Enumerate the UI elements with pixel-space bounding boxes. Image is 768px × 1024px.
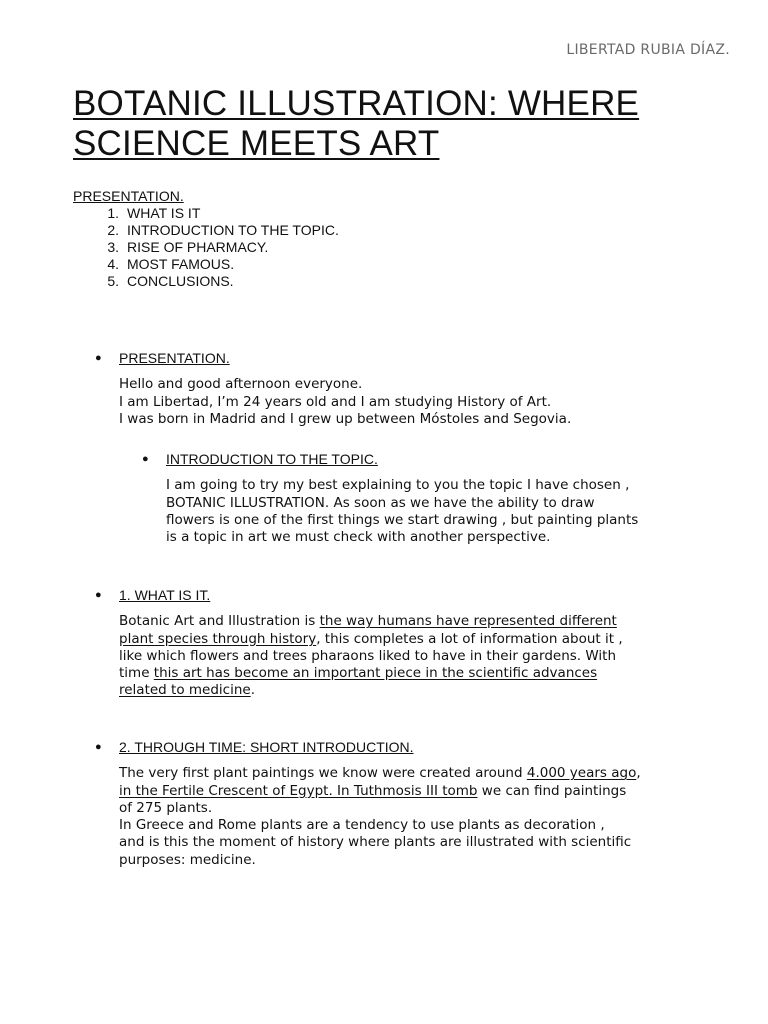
section-heading-text: INTRODUCTION TO THE TOPIC. xyxy=(166,451,378,467)
toc-item xyxy=(73,273,339,290)
bullet-icon: ● xyxy=(95,352,102,364)
body-line: I was born in Madrid and I grew up between Móstoles and Segovia. xyxy=(119,410,572,427)
body-line: of 275 plants. xyxy=(119,799,213,816)
toc-heading: PRESENTATION. xyxy=(73,188,184,204)
underlined-text: in the Fertile Crescent of Egypt. In Tuthmosis III tomb xyxy=(119,782,478,799)
underlined-text: related to medicine xyxy=(119,682,251,699)
body-line xyxy=(119,665,699,682)
author-name: LIBERTAD RUBIA DÍAZ. xyxy=(566,42,730,58)
body-line: is a topic in art we must check with another perspective. xyxy=(166,529,551,546)
section-heading-text: 2. THROUGH TIME: SHORT INTRODUCTION. xyxy=(119,739,414,755)
body-line: and is this the moment of history where plants are illustrated with scientific xyxy=(119,834,632,851)
toc-item-text: RISE OF PHARMACY. xyxy=(127,239,269,255)
body-line: Hello and good afternoon everyone. xyxy=(119,376,363,393)
section-heading-text: PRESENTATION. xyxy=(119,350,230,366)
text-run: , this completes a lot of information about it , xyxy=(316,630,623,647)
body-line xyxy=(119,613,699,630)
toc-item xyxy=(73,256,339,273)
text-run: . xyxy=(250,682,255,699)
underlined-text: 4.000 years ago xyxy=(526,765,637,782)
section-heading xyxy=(142,451,726,468)
section-introduction xyxy=(142,451,726,546)
underlined-text: plant species through history xyxy=(119,630,317,647)
bullet-icon: ● xyxy=(95,741,102,753)
toc-item xyxy=(73,239,339,256)
section-body xyxy=(119,613,699,699)
toc-item-number: 4. xyxy=(107,256,119,272)
title-line-1: BOTANIC ILLUSTRATION: WHERE xyxy=(73,84,640,123)
toc-item-text: INTRODUCTION TO THE TOPIC. xyxy=(127,222,339,238)
text-run: time xyxy=(119,665,154,682)
body-line: like which flowers and trees pharaons liked to have in their gardens. With xyxy=(119,647,617,664)
toc-item-text: CONCLUSIONS. xyxy=(127,273,234,289)
toc-item xyxy=(73,222,339,239)
body-line xyxy=(119,631,699,648)
section-through-time xyxy=(95,739,709,869)
section-heading xyxy=(95,739,709,756)
section-body xyxy=(119,376,679,428)
section-body xyxy=(119,765,709,869)
toc-list xyxy=(73,205,339,290)
body-line: I am going to try my best explaining to you the topic I have chosen , xyxy=(166,477,630,494)
body-line xyxy=(119,682,699,699)
toc-item-number: 5. xyxy=(107,273,119,289)
body-line: In Greece and Rome plants are a tendency to use plants as decoration , xyxy=(119,817,605,834)
title-line-2: SCIENCE MEETS ART xyxy=(73,124,440,163)
body-line xyxy=(119,765,709,782)
toc-item xyxy=(73,205,339,222)
body-line: BOTANIC ILLUSTRATION. As soon as we have the ability to draw xyxy=(166,494,595,511)
underlined-text: the way humans have represented different xyxy=(319,613,617,630)
underlined-text: this art has become an important piece in the scientific advances xyxy=(153,665,598,682)
text-run: Botanic Art and Illustration is xyxy=(119,613,320,630)
section-heading xyxy=(95,587,699,604)
table-of-contents xyxy=(73,188,339,290)
section-heading xyxy=(95,350,679,367)
bullet-icon: ● xyxy=(142,453,149,465)
toc-item-number: 1. xyxy=(107,205,119,221)
section-body xyxy=(166,477,726,546)
text-run: , xyxy=(636,765,641,782)
body-line: purposes: medicine. xyxy=(119,851,256,868)
body-line: flowers is one of the first things we start drawing , but painting plants xyxy=(166,511,639,528)
section-what-is-it xyxy=(95,587,699,700)
toc-item-number: 2. xyxy=(107,222,119,238)
toc-item-number: 3. xyxy=(107,239,119,255)
document-title xyxy=(73,84,713,164)
body-line: I am Libertad, I’m 24 years old and I am studying History of Art. xyxy=(119,393,552,410)
text-run: we can find paintings xyxy=(477,782,627,799)
text-run: The very first plant paintings we know were created around xyxy=(119,765,527,782)
bullet-icon: ● xyxy=(95,589,102,601)
body-line xyxy=(119,783,709,800)
section-presentation xyxy=(95,350,679,428)
toc-item-text: WHAT IS IT xyxy=(127,205,201,221)
section-heading-text: 1. WHAT IS IT. xyxy=(119,587,211,603)
toc-item-text: MOST FAMOUS. xyxy=(127,256,235,272)
